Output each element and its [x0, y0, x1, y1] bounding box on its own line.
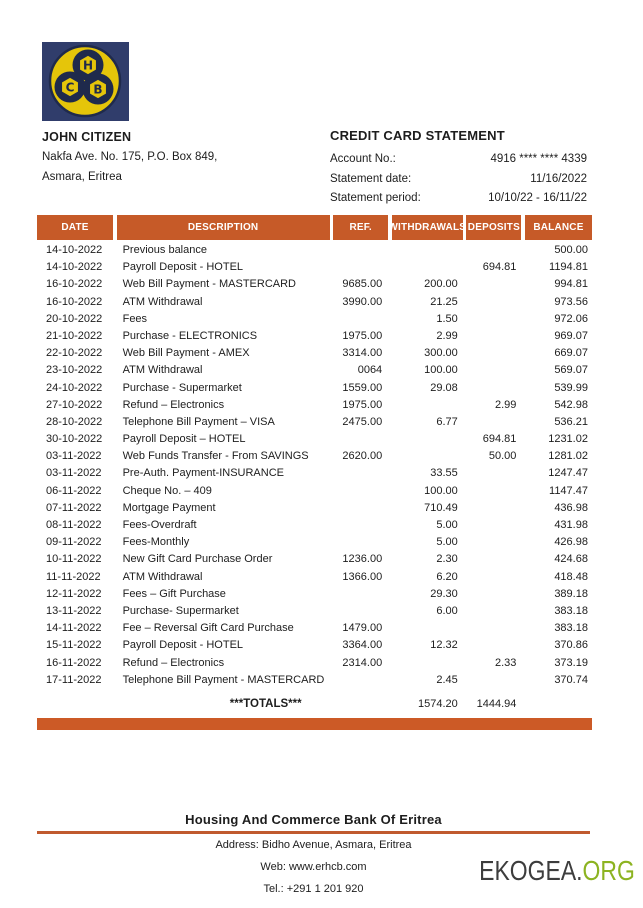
table-cell: 2475.00: [342, 415, 383, 428]
table-row: [37, 448, 592, 465]
table-row: [37, 620, 592, 637]
table-cell: [333, 311, 388, 328]
table-cell: 6.00: [436, 604, 458, 617]
table-cell: 09-11-2022: [46, 536, 102, 549]
table-cell: 426.98: [554, 536, 588, 549]
table-row: [37, 242, 592, 259]
table-row: [37, 276, 592, 293]
table-cell: [333, 534, 388, 551]
table-cell: 2.99: [436, 329, 458, 342]
table-cell: 1236.00: [342, 553, 383, 566]
table-cell: 2620.00: [342, 450, 383, 463]
table-row: [37, 328, 592, 345]
bank-logo-icon: [42, 42, 129, 121]
table-cell: Pre-Auth. Payment-INSURANCE: [122, 467, 284, 480]
table-cell: ATM Withdrawal: [122, 295, 203, 308]
table-cell: 21.25: [430, 295, 458, 308]
table-cell: Refund – Electronics: [122, 656, 225, 669]
table-cell: 1194.81: [549, 261, 588, 274]
table-row: [37, 500, 592, 517]
table-cell: 5.00: [436, 519, 458, 531]
table-cell: 12.32: [430, 639, 458, 652]
statement-title: CREDIT CARD STATEMENT: [330, 128, 505, 143]
table-cell: 1247.47: [548, 467, 588, 480]
customer-block: [42, 127, 312, 187]
table-row: [37, 397, 592, 414]
table-cell: [466, 569, 521, 586]
table-cell: 0064: [357, 364, 383, 377]
table-cell: [333, 517, 388, 534]
column-header-description: DESCRIPTION: [117, 215, 330, 240]
table-cell: Payroll Deposit - HOTEL: [122, 261, 244, 274]
table-cell: 669.07: [554, 347, 588, 360]
statement-field: [330, 170, 587, 190]
table-cell: 500.00: [554, 244, 588, 256]
table-cell: 10-11-2022: [46, 553, 102, 566]
table-cell: 24-10-2022: [46, 381, 103, 394]
table-cell: 21-10-2022: [46, 329, 103, 342]
table-cell: 1559.00: [342, 381, 383, 394]
table-cell: [333, 431, 388, 448]
table-row: [37, 551, 592, 568]
table-cell: Fees-Overdraft: [122, 519, 197, 531]
table-cell: [333, 465, 388, 482]
totals-empty-date: [37, 696, 113, 712]
table-cell: 14-10-2022: [46, 261, 103, 274]
table-cell: 6.20: [436, 570, 458, 583]
table-cell: 542.98: [554, 398, 588, 411]
table-bottom-bar: [37, 718, 592, 730]
svg-text:B: B: [93, 82, 103, 97]
table-cell: Fees-Monthly: [122, 536, 190, 549]
table-cell: 200.00: [424, 278, 458, 291]
table-cell: 1.50: [436, 312, 458, 325]
statement-field: [330, 150, 587, 170]
table-cell: [392, 655, 463, 672]
table-cell: [466, 637, 521, 654]
table-header: [37, 215, 592, 240]
column-header-balance: BALANCE: [525, 215, 592, 240]
table-cell: 23-10-2022: [46, 364, 103, 377]
table-cell: [466, 517, 521, 534]
column-header-deposits: DEPOSITS: [466, 215, 521, 240]
table-cell: 14-11-2022: [46, 622, 102, 635]
table-row: [37, 569, 592, 586]
table-cell: 972.06: [554, 312, 588, 325]
table-cell: 29.08: [430, 381, 458, 394]
table-cell: Fees: [122, 312, 148, 325]
table-cell: Web Bill Payment - MASTERCARD: [122, 278, 296, 291]
totals-empty-ref: [333, 696, 388, 712]
table-cell: Web Funds Transfer - From SAVINGS: [122, 450, 309, 463]
table-cell: 300.00: [424, 347, 458, 360]
table-cell: 539.99: [554, 381, 588, 394]
table-cell: Purchase - Supermarket: [122, 381, 242, 394]
table-cell: 100.00: [424, 484, 458, 497]
transactions-table: [37, 215, 592, 730]
table-cell: 17-11-2022: [46, 673, 102, 686]
table-cell: 28-10-2022: [46, 415, 103, 428]
table-row: [37, 637, 592, 654]
svg-text:C: C: [65, 80, 75, 95]
table-cell: 16-10-2022: [46, 295, 103, 308]
table-cell: [466, 500, 521, 517]
table-cell: [466, 328, 521, 345]
totals-label: ***TOTALS***: [229, 697, 302, 710]
table-cell: 536.21: [554, 415, 588, 428]
table-cell: 16-10-2022: [46, 278, 103, 291]
table-cell: [333, 603, 388, 620]
table-cell: 383.18: [554, 622, 588, 635]
table-cell: [392, 259, 463, 276]
table-cell: 06-11-2022: [46, 484, 102, 497]
statement-field-label: Account No.:: [330, 153, 396, 165]
table-cell: 973.56: [554, 295, 588, 308]
table-cell: [466, 311, 521, 328]
svg-text:H: H: [82, 58, 94, 73]
table-cell: Fees – Gift Purchase: [122, 587, 226, 600]
table-cell: 12-11-2022: [46, 587, 102, 600]
table-cell: 418.48: [554, 570, 588, 583]
table-cell: [392, 620, 463, 637]
table-cell: 373.19: [554, 656, 588, 669]
table-cell: [333, 672, 388, 689]
table-cell: [333, 483, 388, 500]
table-cell: [392, 431, 463, 448]
table-cell: [466, 242, 521, 259]
table-cell: 1147.47: [549, 484, 588, 497]
footer-address: Address: Bidho Avenue, Asmara, Eritrea: [215, 839, 412, 851]
table-cell: [466, 414, 521, 431]
table-cell: [392, 242, 463, 259]
table-cell: 1366.00: [342, 570, 383, 583]
table-cell: 994.81: [554, 278, 588, 291]
table-cell: 27-10-2022: [46, 398, 103, 411]
statement-field-value: 10/10/22 - 16/11/22: [488, 192, 587, 204]
table-cell: [392, 397, 463, 414]
table-cell: 710.49: [424, 501, 458, 514]
table-cell: 2314.00: [342, 656, 383, 669]
statement-info-block: [330, 126, 587, 209]
table-row: [37, 294, 592, 311]
table-cell: 969.07: [554, 329, 588, 342]
table-cell: 3990.00: [342, 295, 383, 308]
table-cell: New Gift Card Purchase Order: [122, 553, 273, 566]
table-cell: Fee – Reversal Gift Card Purchase: [122, 622, 294, 635]
statement-field: [330, 189, 587, 209]
table-cell: 2.33: [494, 656, 517, 669]
table-cell: 11-11-2022: [46, 570, 101, 583]
table-cell: [333, 586, 388, 603]
table-cell: [466, 294, 521, 311]
statement-field-label: Statement date:: [330, 172, 412, 185]
table-cell: [466, 586, 521, 603]
table-cell: [333, 259, 388, 276]
table-row: [37, 362, 592, 379]
table-row: [37, 380, 592, 397]
table-cell: ATM Withdrawal: [122, 570, 203, 583]
totals-deposits: 1444.94: [476, 697, 517, 710]
statement-fields: [330, 150, 587, 209]
table-cell: 1281.02: [548, 450, 588, 463]
table-cell: 07-11-2022: [46, 501, 102, 514]
table-cell: 1231.02: [548, 433, 588, 446]
table-cell: Payroll Deposit – HOTEL: [122, 433, 246, 446]
table-cell: 2.45: [436, 673, 458, 686]
table-row: [37, 414, 592, 431]
table-cell: [466, 672, 521, 689]
column-header-ref: REF.: [333, 215, 388, 240]
bank-name: Housing And Commerce Bank Of Eritrea: [185, 812, 442, 827]
hcb-logo-icon: [42, 42, 129, 121]
table-cell: [466, 483, 521, 500]
table-cell: ATM Withdrawal: [122, 364, 203, 377]
table-cell: 424.68: [554, 553, 588, 566]
ekogea-watermark: [479, 854, 635, 888]
table-cell: [466, 534, 521, 551]
statement-field-value: 11/16/2022: [530, 172, 587, 185]
table-row: [37, 311, 592, 328]
table-cell: Purchase- Supermarket: [122, 604, 239, 617]
table-row: [37, 586, 592, 603]
table-cell: 20-10-2022: [46, 312, 103, 325]
table-cell: 370.86: [554, 639, 588, 652]
table-cell: [466, 620, 521, 637]
table-row: [37, 603, 592, 620]
table-cell: Web Bill Payment - AMEX: [122, 347, 250, 360]
table-row: [37, 517, 592, 534]
table-cell: 436.98: [554, 501, 588, 514]
table-cell: 33.55: [430, 467, 458, 480]
footer-tel: Tel.: +291 1 201 920: [263, 883, 364, 895]
table-cell: 1479.00: [342, 622, 383, 635]
customer-address-line2: Asmara, Eritrea: [42, 171, 122, 183]
table-cell: 370.74: [554, 673, 588, 686]
column-header-withdrawals: WITHDRAWALS: [392, 215, 463, 240]
table-cell: [466, 380, 521, 397]
totals-empty-balance: [525, 696, 592, 712]
statement-field-label: Statement period:: [330, 192, 421, 204]
table-cell: Mortgage Payment: [122, 501, 216, 514]
table-cell: 694.81: [482, 261, 517, 274]
table-cell: 2.99: [494, 398, 517, 411]
table-cell: [466, 465, 521, 482]
table-cell: 13-11-2022: [46, 604, 102, 617]
table-cell: 29.30: [430, 587, 458, 600]
watermark-green-text: ORG: [582, 855, 635, 886]
table-cell: Refund – Electronics: [122, 398, 225, 411]
watermark-dark-text: EKOGEA.: [479, 855, 583, 886]
table-body: [37, 242, 592, 689]
table-cell: 1975.00: [342, 329, 383, 342]
totals-row: [37, 696, 592, 712]
table-cell: 30-10-2022: [46, 433, 103, 446]
table-cell: 431.98: [554, 519, 588, 531]
table-cell: Purchase - ELECTRONICS: [122, 329, 258, 342]
table-cell: [466, 276, 521, 293]
table-row: [37, 431, 592, 448]
table-cell: [466, 362, 521, 379]
table-cell: Previous balance: [122, 244, 207, 256]
table-cell: Telephone Bill Payment - MASTERCARD: [122, 673, 325, 686]
table-cell: 694.81: [482, 433, 517, 446]
table-cell: [333, 242, 388, 259]
table-cell: Telephone Bill Payment – VISA: [122, 415, 275, 428]
table-cell: [466, 345, 521, 362]
table-cell: [466, 603, 521, 620]
table-cell: [466, 551, 521, 568]
table-row: [37, 655, 592, 672]
table-cell: 5.00: [436, 536, 458, 549]
customer-name: JOHN CITIZEN: [42, 130, 132, 144]
table-cell: 3364.00: [342, 639, 383, 652]
table-row: [37, 672, 592, 689]
table-cell: 3314.00: [342, 347, 383, 360]
table-cell: 1975.00: [342, 398, 383, 411]
table-cell: Cheque No. – 409: [122, 484, 212, 497]
column-header-date: DATE: [37, 215, 113, 240]
table-cell: 9685.00: [342, 278, 383, 291]
table-row: [37, 259, 592, 276]
table-cell: 100.00: [424, 364, 458, 377]
table-row: [37, 465, 592, 482]
customer-address-line1: Nakfa Ave. No. 175, P.O. Box 849,: [42, 151, 218, 163]
table-cell: 03-11-2022: [46, 450, 102, 463]
table-cell: 389.18: [554, 587, 588, 600]
table-cell: Payroll Deposit - HOTEL: [122, 639, 244, 652]
statement-field-value: 4916 **** **** 4339: [490, 153, 587, 165]
totals-withdrawals: 1574.20: [418, 697, 458, 710]
table-row: [37, 534, 592, 551]
table-cell: 03-11-2022: [46, 467, 102, 480]
table-cell: 569.07: [554, 364, 588, 377]
table-cell: 08-11-2022: [46, 519, 102, 531]
table-cell: [333, 500, 388, 517]
table-row: [37, 345, 592, 362]
table-cell: 16-11-2022: [46, 656, 102, 669]
table-row: [37, 483, 592, 500]
table-cell: 6.77: [436, 415, 458, 428]
table-cell: 22-10-2022: [46, 347, 103, 360]
table-cell: 2.30: [436, 553, 458, 566]
table-cell: 50.00: [488, 450, 517, 463]
table-cell: 383.18: [554, 604, 588, 617]
table-cell: [392, 448, 463, 465]
footer-web: Web: www.erhcb.com: [260, 861, 367, 873]
table-cell: 15-11-2022: [46, 639, 102, 652]
table-cell: 14-10-2022: [46, 244, 103, 256]
